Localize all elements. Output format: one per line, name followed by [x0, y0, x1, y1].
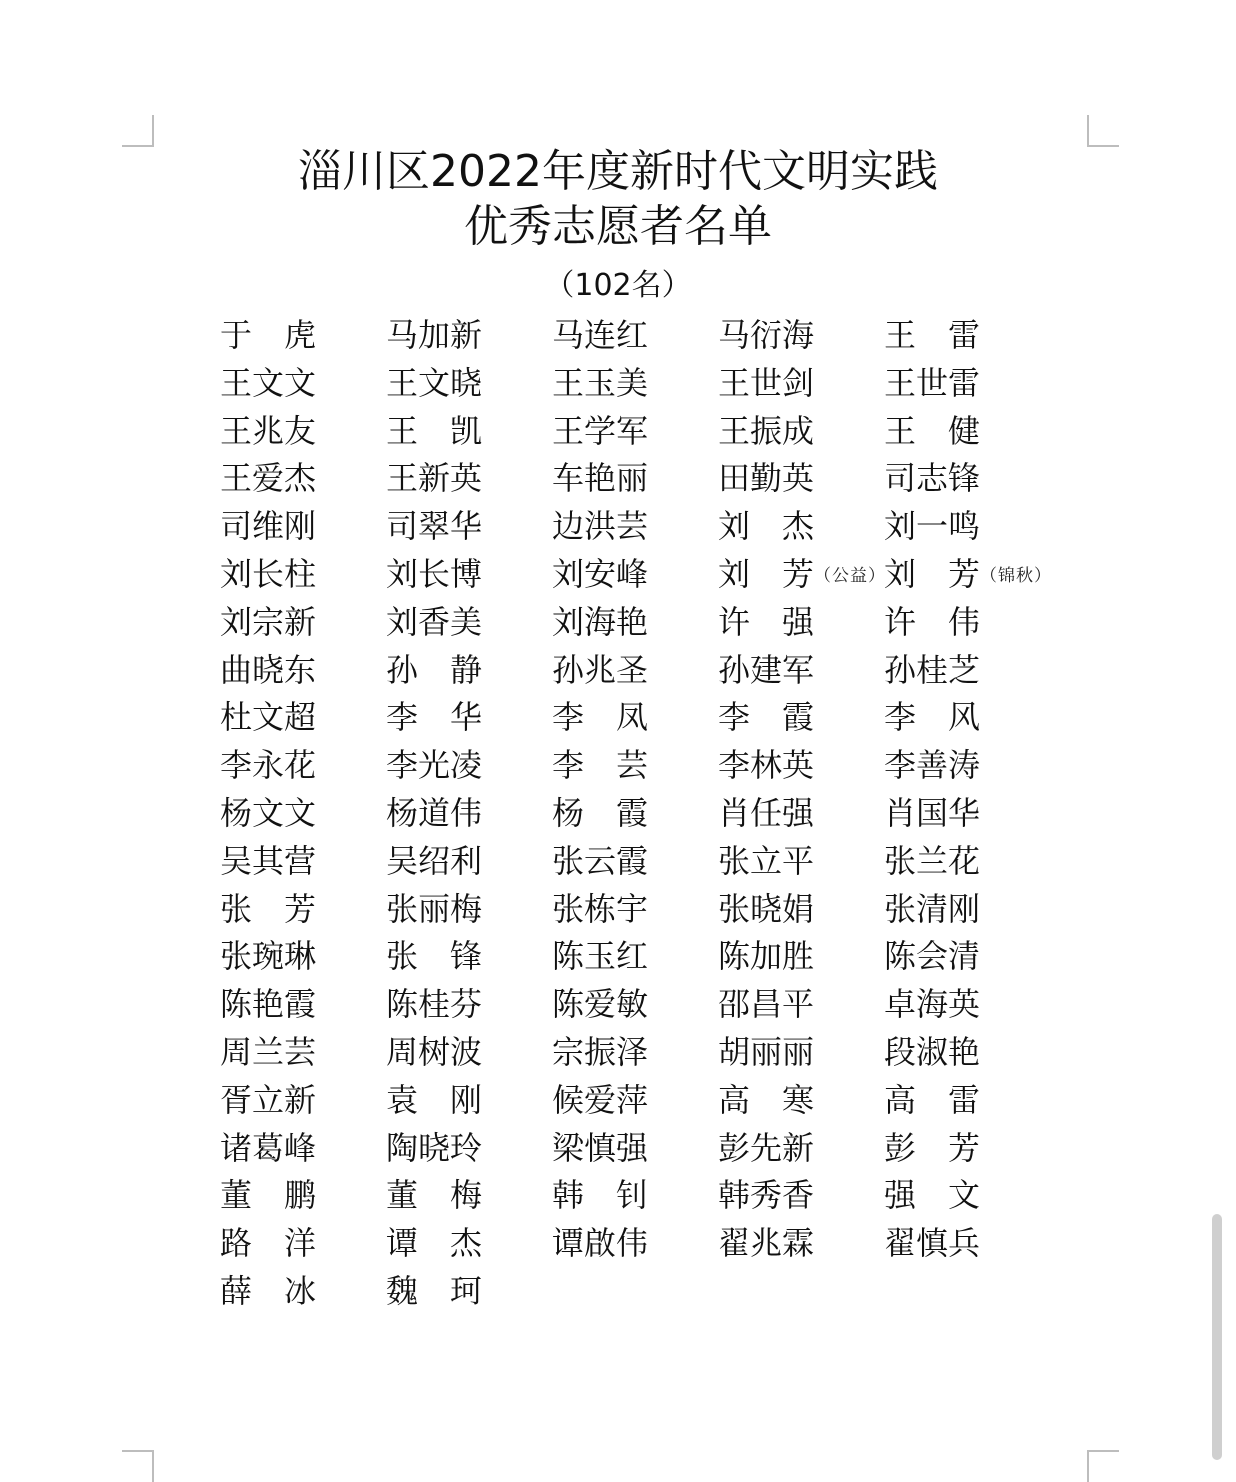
volunteer-entry	[220, 647, 386, 695]
volunteer-entry	[552, 551, 718, 599]
volunteer-name: 高寒	[718, 1080, 814, 1119]
volunteer-name: 魏珂	[386, 1271, 482, 1310]
volunteer-entry	[386, 1077, 552, 1125]
volunteer-name: 翟兆霖	[718, 1224, 815, 1263]
volunteer-name: 张琬琳	[220, 937, 317, 976]
volunteer-entry	[552, 742, 718, 790]
volunteer-name: 王雷	[884, 316, 980, 354]
volunteer-name: 王健	[884, 411, 980, 450]
volunteer-entry	[220, 503, 386, 551]
volunteer-entry	[718, 1125, 884, 1173]
volunteer-entry	[386, 981, 552, 1029]
volunteer-entry	[884, 1220, 1050, 1268]
volunteer-entry	[386, 742, 552, 790]
volunteer-name: 宗振泽	[552, 1032, 649, 1071]
volunteer-name-note: （锦秋）	[980, 565, 1052, 586]
volunteer-name: 杨道伟	[386, 793, 483, 832]
volunteer-name: 李善涛	[884, 746, 981, 785]
volunteer-entry	[884, 933, 1050, 981]
volunteer-name: 杨霞	[552, 793, 648, 832]
volunteer-name: 吴其营	[220, 841, 317, 880]
volunteer-entry	[718, 838, 884, 886]
volunteer-name: 袁刚	[386, 1080, 482, 1119]
volunteer-name: 王凯	[386, 411, 482, 450]
volunteer-name: 孙桂芝	[884, 650, 981, 689]
volunteer-entry	[220, 551, 386, 599]
volunteer-name: 张兰花	[884, 841, 981, 880]
volunteer-entry	[220, 360, 386, 408]
volunteer-name: 翟慎兵	[884, 1224, 981, 1263]
volunteer-entry	[884, 455, 1050, 503]
volunteer-entry	[718, 933, 884, 981]
volunteer-entry	[386, 933, 552, 981]
volunteer-name: 马加新	[386, 316, 483, 354]
volunteer-name: 胥立新	[220, 1080, 317, 1119]
volunteer-name: 于虎	[220, 316, 316, 354]
volunteer-entry	[386, 360, 552, 408]
volunteer-name: 王文晓	[386, 363, 483, 402]
volunteer-entry	[386, 312, 552, 360]
volunteer-name: 陈艳霞	[220, 985, 317, 1024]
volunteer-name: 李凤	[552, 698, 648, 737]
volunteer-entry	[552, 599, 718, 647]
volunteer-entry	[220, 1220, 386, 1268]
volunteer-name: 刘长博	[386, 554, 483, 593]
volunteer-entry	[552, 1125, 718, 1173]
vertical-scrollbar[interactable]	[1212, 1214, 1222, 1460]
volunteer-entry	[220, 455, 386, 503]
volunteer-entry	[386, 790, 552, 838]
volunteer-entry	[552, 981, 718, 1029]
volunteer-name: 诸葛峰	[220, 1128, 317, 1167]
volunteer-entry	[220, 599, 386, 647]
volunteer-name: 李林英	[718, 746, 815, 785]
volunteer-count: （102名）	[544, 268, 692, 303]
volunteer-entry	[718, 981, 884, 1029]
volunteer-name: 刘香美	[386, 602, 483, 641]
volunteer-entry	[718, 790, 884, 838]
volunteer-entry	[718, 1220, 884, 1268]
volunteer-name: 谭啟伟	[552, 1224, 649, 1263]
volunteer-name: 张锋	[386, 937, 482, 976]
volunteer-name: 张栋宇	[552, 889, 649, 928]
volunteer-entry	[718, 408, 884, 456]
volunteer-name: 谭杰	[386, 1224, 482, 1263]
volunteer-entry	[884, 1029, 1050, 1077]
volunteer-name: 田勤英	[718, 459, 815, 498]
volunteer-entry	[884, 360, 1050, 408]
crop-mark-bottom-right	[1087, 1450, 1119, 1482]
volunteer-name: 李华	[386, 698, 482, 737]
volunteer-name: 韩钊	[552, 1176, 648, 1215]
volunteer-entry	[884, 838, 1050, 886]
document-title-line-1: 淄川区2022年度新时代文明实践	[298, 146, 938, 197]
volunteer-entry	[552, 503, 718, 551]
volunteer-name: 王文文	[220, 363, 317, 402]
volunteer-entry	[884, 503, 1050, 551]
volunteer-name: 刘芳	[718, 554, 814, 593]
volunteer-entry	[386, 1268, 552, 1316]
volunteer-entry	[884, 312, 1050, 360]
volunteer-entry	[386, 694, 552, 742]
volunteer-name: 杜文超	[220, 698, 317, 737]
volunteer-name: 司维刚	[220, 507, 317, 546]
volunteer-name: 边洪芸	[552, 507, 649, 546]
volunteer-entry	[552, 647, 718, 695]
volunteer-entry	[884, 551, 1050, 599]
volunteer-name: 司翠华	[386, 507, 483, 546]
volunteer-entry	[220, 1172, 386, 1220]
volunteer-name: 许强	[718, 602, 814, 641]
volunteer-entry	[552, 1077, 718, 1125]
volunteer-name: 王振成	[718, 411, 815, 450]
volunteer-entry	[718, 312, 884, 360]
volunteer-entry	[884, 886, 1050, 934]
volunteer-name: 王学军	[552, 411, 649, 450]
volunteer-entry	[718, 647, 884, 695]
volunteer-entry	[884, 1172, 1050, 1220]
volunteer-name: 王爱杰	[220, 459, 317, 498]
volunteer-entry	[718, 360, 884, 408]
volunteer-name-note: （公益）	[814, 565, 886, 586]
volunteer-name: 孙静	[386, 650, 482, 689]
volunteer-name: 陈爱敏	[552, 985, 649, 1024]
volunteer-name: 强文	[884, 1176, 980, 1215]
volunteer-name: 彭先新	[718, 1128, 815, 1167]
volunteer-entry	[718, 694, 884, 742]
volunteer-entry	[220, 838, 386, 886]
volunteer-name: 刘海艳	[552, 602, 649, 641]
volunteer-entry	[884, 1125, 1050, 1173]
volunteer-entry	[884, 694, 1050, 742]
volunteer-name: 孙建军	[718, 650, 815, 689]
crop-mark-top-right	[1087, 115, 1119, 147]
volunteer-name: 张晓娟	[718, 889, 815, 928]
volunteer-entry	[884, 647, 1050, 695]
volunteer-name: 周树波	[386, 1032, 483, 1071]
volunteer-name: 胡丽丽	[718, 1032, 815, 1071]
volunteer-name: 孙兆圣	[552, 650, 649, 689]
volunteer-entry	[386, 455, 552, 503]
volunteer-name: 李霞	[718, 698, 814, 737]
volunteer-name-list	[220, 312, 1120, 1316]
volunteer-entry	[386, 599, 552, 647]
volunteer-name: 张芳	[220, 889, 316, 928]
volunteer-name: 李风	[884, 698, 980, 737]
volunteer-entry	[884, 599, 1050, 647]
volunteer-entry	[718, 599, 884, 647]
volunteer-entry	[386, 1029, 552, 1077]
volunteer-name: 吴绍利	[386, 841, 483, 880]
volunteer-name: 陈玉红	[552, 937, 649, 976]
volunteer-name: 马连红	[552, 316, 649, 354]
volunteer-name: 段淑艳	[884, 1032, 981, 1071]
volunteer-entry	[386, 503, 552, 551]
volunteer-entry	[884, 981, 1050, 1029]
volunteer-entry	[718, 503, 884, 551]
volunteer-name: 司志锋	[884, 459, 981, 498]
volunteer-entry	[718, 886, 884, 934]
volunteer-name: 刘宗新	[220, 602, 317, 641]
volunteer-entry	[718, 1077, 884, 1125]
volunteer-entry	[386, 1125, 552, 1173]
volunteer-name: 陈桂芬	[386, 985, 483, 1024]
volunteer-entry	[386, 1220, 552, 1268]
volunteer-entry	[552, 360, 718, 408]
volunteer-entry	[220, 981, 386, 1029]
volunteer-name: 王世剑	[718, 363, 815, 402]
volunteer-entry	[552, 838, 718, 886]
volunteer-entry	[220, 790, 386, 838]
volunteer-entry	[552, 1029, 718, 1077]
volunteer-name: 邵昌平	[718, 985, 815, 1024]
volunteer-name: 李光凌	[386, 746, 483, 785]
volunteer-name: 马衍海	[718, 316, 815, 354]
volunteer-entry	[386, 408, 552, 456]
volunteer-entry	[552, 1172, 718, 1220]
volunteer-name: 候爱萍	[552, 1080, 649, 1119]
volunteer-entry	[552, 408, 718, 456]
volunteer-name: 董鹏	[220, 1176, 316, 1215]
volunteer-name: 王玉美	[552, 363, 649, 402]
volunteer-entry	[220, 1268, 386, 1316]
volunteer-entry	[386, 647, 552, 695]
volunteer-name: 韩秀香	[718, 1176, 815, 1215]
volunteer-entry	[884, 1077, 1050, 1125]
volunteer-name: 梁慎强	[552, 1128, 649, 1167]
volunteer-name: 彭芳	[884, 1128, 980, 1167]
volunteer-name: 刘长柱	[220, 554, 317, 593]
crop-mark-top-left	[122, 115, 154, 147]
volunteer-name: 薛冰	[220, 1271, 316, 1310]
volunteer-entry	[220, 1029, 386, 1077]
volunteer-name: 张立平	[718, 841, 815, 880]
volunteer-entry	[552, 886, 718, 934]
volunteer-name: 陶晓玲	[386, 1128, 483, 1167]
volunteer-entry	[220, 1125, 386, 1173]
volunteer-entry	[884, 408, 1050, 456]
volunteer-name: 许伟	[884, 602, 980, 641]
volunteer-entry	[220, 312, 386, 360]
volunteer-entry	[220, 886, 386, 934]
volunteer-name: 陈加胜	[718, 937, 815, 976]
volunteer-name: 车艳丽	[552, 459, 649, 498]
volunteer-name: 高雷	[884, 1080, 980, 1119]
volunteer-entry	[552, 1220, 718, 1268]
volunteer-entry	[220, 408, 386, 456]
volunteer-entry	[718, 551, 884, 599]
volunteer-name: 刘芳	[884, 554, 980, 593]
volunteer-name: 刘一鸣	[884, 507, 981, 546]
volunteer-entry	[718, 1029, 884, 1077]
volunteer-entry	[718, 1172, 884, 1220]
volunteer-entry	[552, 455, 718, 503]
volunteer-entry	[386, 1172, 552, 1220]
volunteer-name: 肖国华	[884, 793, 981, 832]
document-title-line-2: 优秀志愿者名单	[464, 201, 772, 252]
volunteer-name: 李永花	[220, 746, 317, 785]
volunteer-name: 张丽梅	[386, 889, 483, 928]
volunteer-entry	[552, 790, 718, 838]
volunteer-entry	[220, 933, 386, 981]
volunteer-name: 张云霞	[552, 841, 649, 880]
volunteer-entry	[552, 694, 718, 742]
volunteer-name: 刘杰	[718, 507, 814, 546]
volunteer-name: 王兆友	[220, 411, 317, 450]
volunteer-name: 杨文文	[220, 793, 317, 832]
crop-mark-bottom-left	[122, 1450, 154, 1482]
volunteer-name: 李芸	[552, 746, 648, 785]
volunteer-name: 陈会清	[884, 937, 981, 976]
volunteer-name: 王世雷	[884, 363, 981, 402]
volunteer-entry	[718, 455, 884, 503]
volunteer-entry	[220, 1077, 386, 1125]
volunteer-entry	[552, 933, 718, 981]
volunteer-entry	[552, 312, 718, 360]
volunteer-name: 路洋	[220, 1224, 316, 1263]
volunteer-entry	[220, 694, 386, 742]
volunteer-name: 肖任强	[718, 793, 815, 832]
volunteer-name: 曲晓东	[220, 650, 317, 689]
volunteer-name: 张清刚	[884, 889, 981, 928]
volunteer-entry	[884, 790, 1050, 838]
volunteer-name: 卓海英	[884, 985, 981, 1024]
volunteer-entry	[220, 742, 386, 790]
volunteer-name: 刘安峰	[552, 554, 649, 593]
volunteer-entry	[386, 551, 552, 599]
volunteer-entry	[386, 886, 552, 934]
volunteer-name: 董梅	[386, 1176, 482, 1215]
volunteer-entry	[884, 742, 1050, 790]
volunteer-name: 周兰芸	[220, 1032, 317, 1071]
volunteer-name: 王新英	[386, 459, 483, 498]
volunteer-entry	[386, 838, 552, 886]
volunteer-entry	[718, 742, 884, 790]
